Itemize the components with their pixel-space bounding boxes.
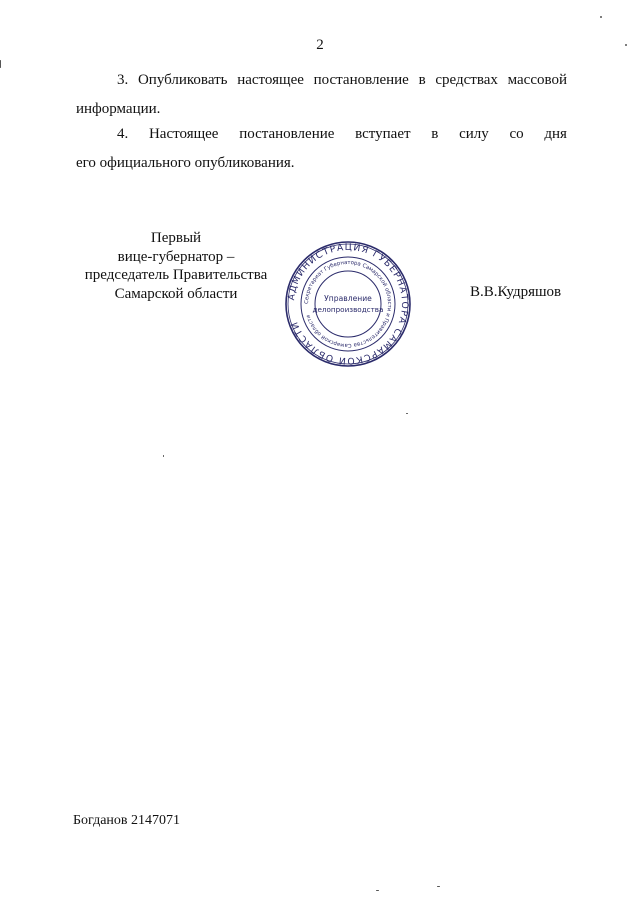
word: настоящее — [237, 72, 304, 88]
seal-inner-text: Секретариат Губернатора Самарской области и Правительства Самарской области — [303, 259, 393, 349]
word: дня — [544, 126, 567, 142]
word: 3. — [117, 72, 129, 88]
word: Опубликовать — [137, 72, 228, 88]
word: в — [431, 126, 439, 142]
scan-speck — [163, 455, 164, 457]
paragraph-4-line-1 — [76, 120, 567, 149]
signer-title — [76, 229, 276, 303]
signer-title-line: Первый — [150, 230, 202, 246]
official-seal-stamp — [284, 240, 412, 368]
seal-center-line-1: Управление — [324, 294, 372, 303]
paragraph-3 — [76, 66, 567, 124]
word: массовой — [507, 72, 567, 88]
scan-speck — [376, 890, 379, 891]
word: постановление — [313, 72, 409, 88]
scan-speck — [406, 413, 408, 414]
seal-outer-text: АДМИНИСТРАЦИЯ ГУБЕРНАТОРА САМАРСКОЙ ОБЛАСТИ — [286, 241, 411, 367]
word: в — [418, 72, 426, 88]
paragraph-4-line-2: его официального опубликования. — [76, 155, 295, 171]
seal-center-line-2: делопроизводства — [312, 305, 384, 314]
word: постановление — [239, 126, 335, 142]
page-number: 2 — [316, 37, 324, 53]
paragraph-4 — [76, 120, 567, 178]
word: средствах — [435, 72, 498, 88]
signer-name: В.В.Кудряшов — [470, 284, 562, 300]
scan-speck — [625, 44, 627, 46]
signer-title-line: Самарской области — [114, 285, 238, 302]
word: силу — [459, 126, 489, 142]
scan-speck — [437, 886, 440, 887]
paragraph-3-line-1 — [76, 66, 567, 95]
word: Настоящее — [148, 126, 219, 142]
signer-title-line: председатель Правительства — [84, 267, 268, 283]
scan-speck — [0, 60, 1, 68]
seal-graphic — [284, 240, 412, 368]
word: со — [509, 126, 524, 142]
author-phone: Богданов 2147071 — [73, 813, 181, 828]
word: вступает — [355, 126, 411, 142]
scan-speck — [600, 16, 602, 18]
word: 4. — [117, 126, 129, 142]
signer-title-line: вице-губернатор – — [117, 248, 235, 265]
paragraph-3-line-2: информации. — [76, 101, 161, 117]
